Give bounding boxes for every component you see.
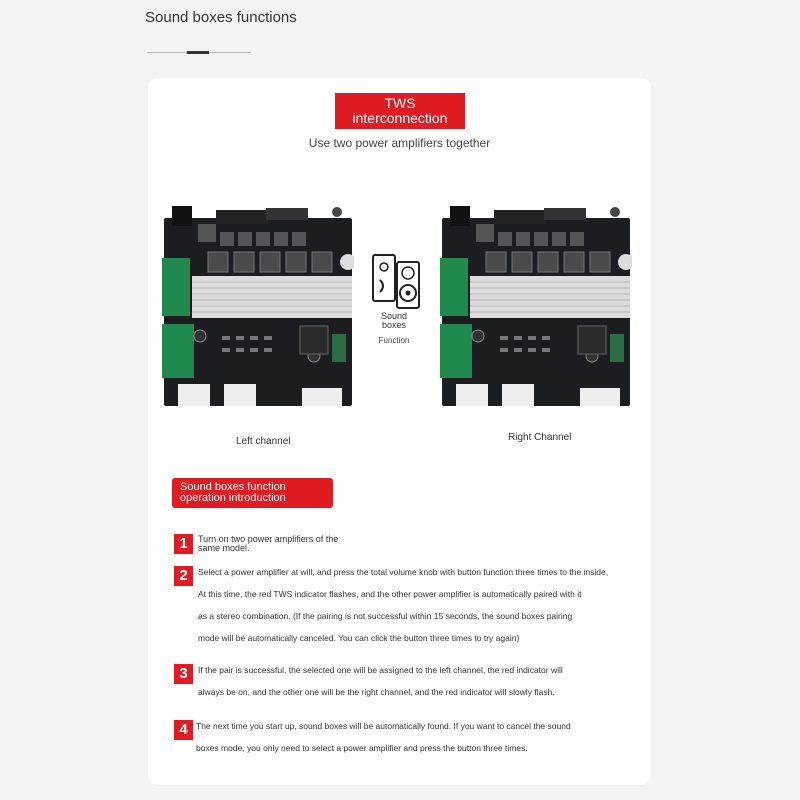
step-1-line-1: Turn on two power amplifiers of the (198, 534, 339, 544)
left-amplifier-board-image (162, 206, 354, 408)
right-amplifier-board-image (440, 206, 632, 408)
step-4-line-2: boxes mode, you only need to select a power amplifier and press the button three times. (196, 743, 528, 753)
speaker-label-line2: boxes (381, 320, 407, 330)
speaker-icon (372, 254, 422, 315)
step-2-text (198, 561, 608, 649)
step-1-text (198, 535, 338, 553)
step-2-number: 2 (174, 566, 193, 586)
tws-badge (335, 93, 465, 129)
intro-line1: Sound boxes function (180, 481, 286, 493)
operation-intro-badge (172, 478, 333, 508)
step-2-line-4: mode will be automatically canceled. You can click the button three times to try again) (198, 633, 520, 643)
speaker-label-line1: Sound (380, 311, 408, 321)
underline-indicator (187, 51, 209, 54)
step-1-line-2: same model. (198, 543, 250, 553)
content-card (148, 78, 651, 785)
step-3-number: 3 (174, 664, 193, 684)
step-2-line-1: Select a power amplifier at will, and press the total volume knob with button function three times to the inside, (198, 567, 609, 577)
function-label: Function (378, 336, 410, 345)
tws-badge-line2: interconnection (352, 110, 448, 126)
page-title: Sound boxes functions (145, 9, 297, 26)
step-4-line-1: The next time you start up, sound boxes will be automatically found. If you want to cancel the sound (196, 721, 571, 731)
right-channel-label: Right Channel (508, 432, 572, 443)
tws-badge-line1: TWS (384, 95, 416, 111)
intro-line2: operation introduction (180, 492, 286, 504)
speaker-label (370, 312, 418, 330)
step-3-line-1: If the pair is successful, the selected one will be assigned to the left channel, the red indicator will (198, 665, 563, 675)
step-4-text (196, 715, 571, 759)
step-4-number: 4 (174, 720, 193, 740)
step-3-text (198, 659, 563, 703)
title-underline (147, 52, 251, 53)
step-1-number: 1 (174, 534, 193, 554)
left-channel-label: Left channel (236, 436, 291, 447)
step-3-line-2: always be on, and the other one will be the right channel, and the red indicator will slowly flash. (198, 687, 555, 697)
tws-subtitle: Use two power amplifiers together (308, 136, 491, 150)
step-2-line-3: as a stereo combination. (If the pairing is not successful within 15 seconds, the sound boxes pairing (198, 611, 573, 621)
step-2-line-2: At this time, the red TWS indicator flashes, and the other power amplifier is automatically paired with it (198, 589, 582, 599)
